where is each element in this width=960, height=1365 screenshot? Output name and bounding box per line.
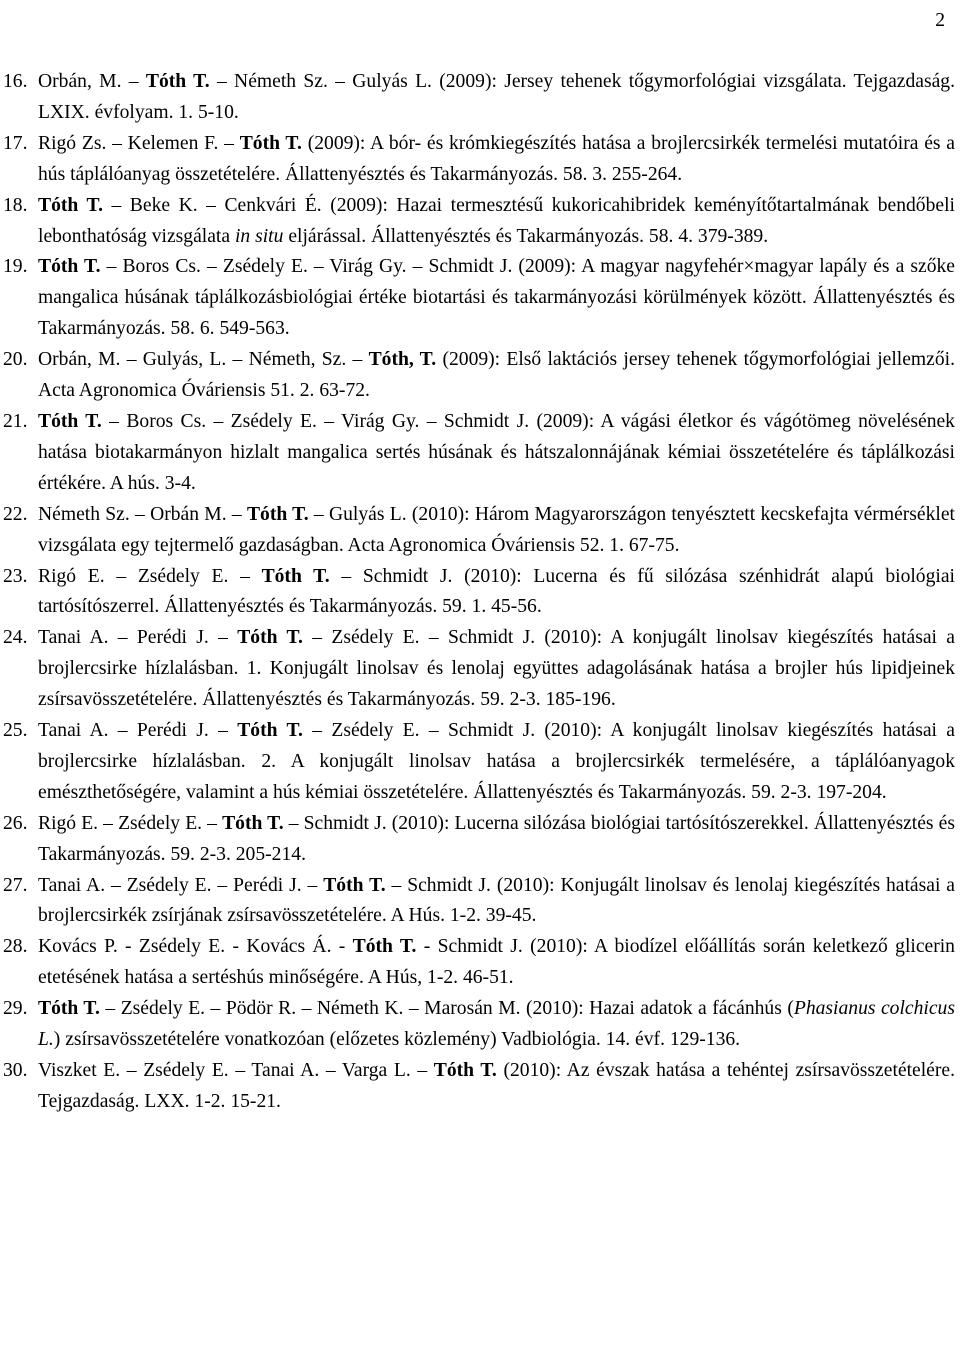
reference-number: 27. [3, 874, 28, 896]
reference-number: 24. [3, 627, 28, 649]
reference-text [38, 1060, 955, 1112]
author-highlight: Tóth T. [261, 565, 330, 587]
reference-number: 25. [3, 720, 28, 742]
reference-number: 23. [3, 565, 28, 587]
author-highlight: Tóth T. [222, 812, 284, 834]
reference-number: 29. [3, 998, 28, 1020]
reference-segment: – Boros Cs. – Zsédely E. – Virág Gy. – Schmidt J. (2009): A vágási életkor és vágótömeg növelésének hatása biotakarmányon hizlalt mangalica sertés húsának és hátszalonnájának kémiai összetételére és táplálkozási értékére. A hús. 3-4. [38, 410, 955, 494]
reference-item [0, 1056, 960, 1118]
reference-segment: – Zsédely E. – Pödör R. – Németh K. – Marosán M. (2010): Hazai adatok a fácánhús ( [99, 998, 794, 1020]
reference-segment: Kovács P. - Zsédely E. - Kovács Á. - [38, 936, 353, 958]
author-highlight: Tóth T. [433, 1060, 497, 1081]
author-highlight: Tóth T. [352, 936, 417, 958]
reference-number: 21. [3, 410, 28, 432]
reference-segment: – Schmidt J. (2010): Konjugált linolsav és lenolaj kiegészítés hatásai a brojlercsirkék zsírjának zsírsavösszetételére. A Hús. 1-2. 39-45. [38, 874, 955, 927]
reference-segment: (2009): A bór- és krómkiegészítés hatása a brojlercsirkék termelési mutatóira és a hús táplálóanyag összetételére. Állattenyésztés és Takarmányozás. 58. 3. 255-264. [38, 132, 956, 185]
reference-segment: eljárással. Állattenyésztés és Takarmányozás. 58. 4. 379-389. [283, 225, 769, 247]
italic-term: Phasianus colchicus L. [38, 998, 955, 1051]
reference-item [0, 345, 960, 407]
reference-number: 17. [3, 132, 28, 154]
author-highlight: Tóth T. [38, 194, 103, 216]
author-highlight: Tóth T. [246, 503, 309, 525]
author-highlight: Tóth T. [38, 410, 102, 432]
reference-segment: – Boros Cs. – Zsédely E. – Virág Gy. – Schmidt J. (2009): A magyar nagyfehér×magyar lapály és a szőke mangalica húsának táplálkozásbiológiai értéke biotartási és takarmányozási körülmények között. Állattenyésztés és Takarmányozás. 58. 6. 549-563. [38, 256, 955, 340]
reference-segment: (2009): Első laktációs jersey tehenek tőgymorfológiai jellemzői. Acta Agronomica Óváriensis 51. 2. 63-72. [38, 349, 955, 402]
reference-text [38, 627, 955, 710]
author-highlight: Tóth T. [38, 256, 101, 278]
reference-list [0, 67, 960, 1118]
reference-text [38, 349, 955, 401]
reference-segment: Viszket E. – Zsédely E. – Tanai A. – Varga L. – [38, 1060, 434, 1081]
reference-text [38, 71, 955, 123]
reference-segment: Rigó E. – Zsédely E. – [38, 812, 223, 834]
reference-item [0, 716, 960, 809]
reference-segment: – Schmidt J. (2010): Lucerna és fű silózása szénhidrát alapú biológiai tartósítószerrel. Állattenyésztés és Takarmányozás. 59. 1. 45-56. [38, 565, 955, 618]
reference-item [0, 407, 960, 500]
reference-segment: – Zsédely E. – Schmidt J. (2010): A konjugált linolsav kiegészítés hatásai a brojlercsirke hízlalásban. 1. Konjugált linolsav és lenolaj együttes adagolásának hatása a brojler hús lipidjeinek zsírsavösszetételére. Állattenyésztés és Takarmányozás. 59. 2-3. 185-196. [38, 627, 955, 711]
author-highlight: Tóth T. [237, 627, 303, 649]
reference-text [38, 998, 955, 1050]
reference-number: 28. [3, 936, 28, 958]
reference-item [0, 500, 960, 562]
reference-segment: – Németh Sz. – Gulyás L. (2009): Jersey tehenek tőgymorfológiai vizsgálata. Tejgazdaság. LXIX. évfolyam. 1. 5-10. [38, 71, 955, 123]
reference-text [38, 133, 955, 185]
reference-segment: Tanai A. – Perédi J. – [38, 627, 238, 649]
reference-item [0, 623, 960, 716]
reference-item [0, 252, 960, 345]
page-number: 2 [935, 10, 945, 31]
reference-number: 19. [3, 256, 28, 278]
reference-segment: Rigó Zs. – Kelemen F. – [38, 132, 240, 154]
reference-text [38, 256, 955, 339]
reference-text [38, 195, 955, 247]
reference-number: 20. [3, 349, 28, 371]
author-highlight: Tóth T. [237, 720, 303, 742]
reference-segment: Tanai A. – Zsédely E. – Perédi J. – [38, 874, 324, 896]
italic-term: in situ [234, 225, 284, 247]
reference-number: 26. [3, 812, 28, 834]
reference-segment: Tanai A. – Perédi J. – [38, 720, 238, 742]
reference-item [0, 994, 960, 1056]
reference-number: 16. [3, 71, 28, 92]
reference-text [38, 566, 955, 618]
reference-number: 30. [3, 1060, 28, 1081]
reference-segment: - Schmidt J. (2010): A biodízel előállítás során keletkező glicerin etetésének hatása a sertéshús minőségére. A Hús, 1-2. 46-51. [38, 936, 955, 989]
reference-text [38, 411, 955, 494]
reference-segment: Orbán, M. – Gulyás, L. – Németh, Sz. – [38, 349, 369, 371]
reference-segment: – Gulyás L. (2010): Három Magyarországon tenyésztett kecskefajta vérmérséklet vizsgálata egy tejtermelő gazdaságban. Acta Agronomica Óváriensis 52. 1. 67-75. [38, 503, 955, 556]
reference-segment: – Zsédely E. – Schmidt J. (2010): A konjugált linolsav kiegészítés hatásai a brojlercsirke hízlalásban. 2. A konjugált linolsav hatása a brojlercsirkék termelésére, a táplálóanyagok emészthetőségére, valamint a hús kémiai összetételére. Állattenyésztés és Takarmányozás. 59. 2-3. 197-204. [38, 720, 955, 803]
reference-segment: – Beke K. – Cenkvári É. (2009): Hazai termesztésű kukoricahibridek keményítőtartalmának bendőbeli lebonthatóság vizsgálata [38, 194, 955, 247]
reference-item [0, 562, 960, 624]
reference-text [38, 720, 955, 803]
reference-text [38, 875, 955, 927]
reference-text [38, 504, 955, 556]
reference-item [0, 67, 960, 129]
reference-number: 22. [3, 503, 28, 525]
reference-number: 18. [3, 194, 28, 216]
reference-segment: Rigó E. – Zsédely E. – [38, 565, 262, 587]
author-highlight: Tóth T. [239, 132, 302, 154]
author-highlight: Tóth T. [38, 998, 100, 1020]
reference-item [0, 932, 960, 994]
reference-item [0, 871, 960, 933]
author-highlight: Tóth, T. [368, 349, 437, 371]
reference-segment: ) zsírsavösszetételére vonatkozóan (előzetes közlemény) Vadbiológia. 14. évf. 129-136. [53, 1029, 741, 1051]
reference-text [38, 813, 955, 865]
reference-item [0, 809, 960, 871]
author-highlight: Tóth T. [323, 874, 386, 896]
reference-segment: – Schmidt J. (2010): Lucerna silózása biológiai tartósítószerekkel. Állattenyésztés és Takarmányozás. 59. 2-3. 205-214. [38, 812, 955, 865]
reference-segment: (2010): Az évszak hatása a tehéntej zsírsavösszetételére. Tejgazdaság. LXX. 1-2. 15-21. [38, 1060, 955, 1112]
reference-segment: Németh Sz. – Orbán M. – [38, 503, 247, 525]
reference-item [0, 191, 960, 253]
reference-segment: Orbán, M. – [38, 71, 146, 92]
reference-text [38, 936, 955, 988]
author-highlight: Tóth T. [145, 71, 210, 92]
reference-item [0, 129, 960, 191]
